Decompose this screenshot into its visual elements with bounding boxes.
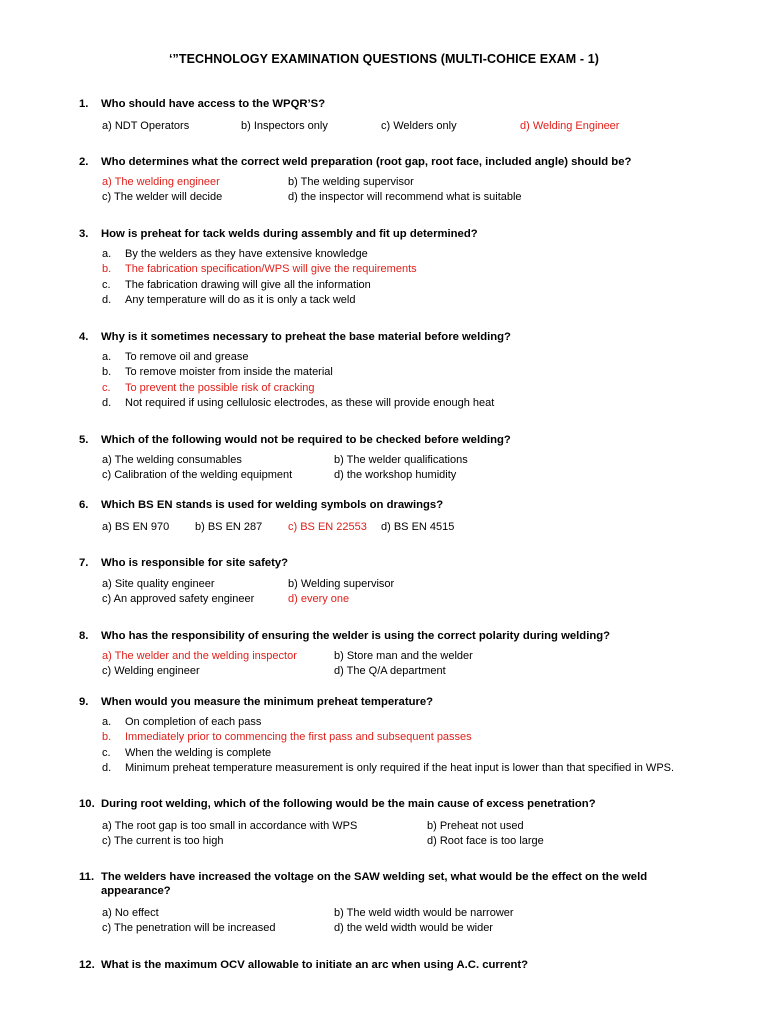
options — [102, 520, 679, 535]
option-letter: c. — [102, 746, 111, 759]
option-letter: b. — [102, 263, 112, 276]
question-number: 11. — [79, 871, 95, 883]
question-number: 8. — [79, 630, 89, 642]
question-number: 10. — [79, 798, 95, 810]
question-text: Who should have access to the WPQR’S? — [101, 98, 326, 110]
question-number: 9. — [79, 696, 89, 708]
option-b: b) The weld width would be narrower — [334, 907, 514, 919]
question-text: How is preheat for tack welds during assembly and fit up determined? — [101, 228, 478, 240]
page-title: ‘”TECHNOLOGY EXAMINATION QUESTIONS (MULTI-COHICE EXAM - 1) — [168, 52, 600, 66]
question-header — [79, 629, 679, 643]
options — [102, 350, 679, 411]
option-text: To remove oil and grease — [125, 351, 249, 363]
option-text: The fabrication drawing will give all the information — [125, 278, 371, 291]
option-b: b) The welder qualifications — [334, 454, 468, 466]
option-b: b) Preheat not used — [427, 820, 524, 832]
option-c-answer: c) BS EN 22553 — [288, 521, 367, 533]
options — [102, 577, 679, 607]
option-a: a) Site quality engineer — [102, 578, 215, 590]
option-a — [102, 350, 679, 365]
question-2 — [79, 155, 679, 205]
question-number: 4. — [79, 331, 89, 343]
option-letter: d. — [102, 761, 112, 774]
question-text: What is the maximum OCV allowable to initiate an arc when using A.C. current? — [101, 959, 529, 971]
option-a: a) The root gap is too small in accordance with WPS — [102, 820, 358, 832]
option-d: d) the workshop humidity — [334, 469, 457, 481]
options — [102, 819, 679, 849]
question-text: Who determines what the correct weld preparation (root gap, root face, included angle) should be? — [101, 156, 632, 168]
options — [102, 175, 679, 205]
question-header — [79, 433, 679, 447]
question-number: 3. — [79, 228, 89, 240]
option-text: When the welding is complete — [125, 746, 272, 759]
option-text: Minimum preheat temperature measurement is only required if the heat input is lower than that specified in WPS. — [125, 761, 675, 774]
option-d: d) BS EN 4515 — [381, 521, 455, 533]
question-number: 5. — [79, 434, 89, 446]
option-a-answer: a) The welder and the welding inspector — [102, 650, 297, 662]
options — [102, 906, 679, 936]
option-d: d) The Q/A department — [334, 665, 446, 677]
question-5 — [79, 433, 679, 483]
option-letter: a. — [102, 248, 112, 260]
option-a: a) No effect — [102, 907, 159, 919]
option-d: d) Root face is too large — [427, 835, 544, 847]
option-c — [102, 278, 679, 293]
option-c — [102, 746, 679, 761]
options — [102, 453, 679, 483]
question-text: Who is responsible for site safety? — [101, 557, 289, 569]
question-number: 2. — [79, 156, 89, 168]
option-b: b) BS EN 287 — [195, 521, 263, 533]
option-b — [102, 365, 679, 380]
option-d — [102, 761, 679, 776]
option-b-answer — [102, 730, 679, 745]
option-text: To prevent the possible risk of cracking — [125, 381, 315, 394]
question-text: The welders have increased the voltage on the SAW welding set, what would be the effect on the weld appearance? — [101, 871, 648, 897]
option-d-answer: d) Welding Engineer — [520, 120, 620, 132]
option-letter: c. — [102, 278, 111, 291]
option-letter: b. — [102, 366, 112, 379]
option-b: b) The welding supervisor — [288, 176, 414, 188]
question-header — [79, 695, 679, 709]
option-d — [102, 396, 679, 411]
option-d — [102, 293, 679, 308]
option-text: Immediately prior to commencing the first pass and subsequent passes — [125, 731, 472, 744]
option-d-answer: d) every one — [288, 593, 350, 605]
option-d: d) the weld width would be wider — [334, 922, 493, 934]
question-3 — [79, 227, 679, 308]
option-text: Any temperature will do as it is only a tack weld — [125, 293, 356, 306]
question-header — [79, 556, 679, 570]
question-number: 12. — [79, 959, 95, 971]
question-4 — [79, 330, 679, 411]
option-letter: d. — [102, 396, 112, 409]
question-text: During root welding, which of the following would be the main cause of excess penetration? — [101, 798, 596, 810]
question-header — [79, 958, 679, 972]
question-text: Who has the responsibility of ensuring the welder is using the correct polarity during welding? — [101, 630, 611, 642]
question-number: 1. — [79, 98, 89, 110]
question-8 — [79, 629, 679, 679]
option-text: On completion of each pass — [125, 716, 262, 728]
option-b: b) Welding supervisor — [288, 578, 395, 590]
question-12 — [79, 958, 679, 972]
question-number: 7. — [79, 557, 89, 569]
option-text: To remove moister from inside the material — [125, 366, 333, 379]
option-b-answer — [102, 262, 679, 277]
option-c: c) An approved safety engineer — [102, 593, 255, 605]
option-text: Not required if using cellulosic electrodes, as these will provide enough heat — [125, 396, 495, 409]
option-a-answer: a) The welding engineer — [102, 176, 220, 188]
option-letter: b. — [102, 731, 112, 744]
option-c: c) The welder will decide — [102, 191, 223, 203]
option-letter: a. — [102, 351, 112, 363]
option-a: a) NDT Operators — [102, 120, 190, 132]
option-a — [102, 715, 679, 730]
option-c: c) Calibration of the welding equipment — [102, 469, 293, 481]
option-c-answer — [102, 381, 679, 396]
question-6 — [79, 498, 679, 535]
question-10 — [79, 797, 679, 849]
option-letter: d. — [102, 293, 112, 306]
question-number: 6. — [79, 499, 89, 511]
option-text: The fabrication specification/WPS will give the requirements — [125, 263, 417, 276]
option-c: c) Welding engineer — [102, 665, 200, 677]
question-header — [79, 97, 679, 111]
option-a: a) BS EN 970 — [102, 521, 170, 533]
question-text: When would you measure the minimum preheat temperature? — [101, 696, 434, 708]
option-c: c) Welders only — [381, 120, 457, 132]
option-d: d) the inspector will recommend what is suitable — [288, 191, 522, 203]
option-c: c) The current is too high — [102, 835, 224, 847]
option-text: By the welders as they have extensive knowledge — [125, 248, 368, 260]
option-c: c) The penetration will be increased — [102, 922, 276, 934]
question-text: Which BS EN stands is used for welding symbols on drawings? — [101, 499, 444, 511]
question-header — [79, 227, 679, 241]
question-text: Which of the following would not be required to be checked before welding? — [101, 434, 511, 446]
option-b: b) Inspectors only — [241, 120, 328, 132]
question-header — [79, 870, 679, 898]
question-1 — [79, 97, 679, 134]
question-header — [79, 797, 679, 811]
question-header — [79, 330, 679, 344]
option-letter: c. — [102, 381, 111, 394]
options — [102, 247, 679, 308]
question-text: Why is it sometimes necessary to preheat the base material before welding? — [101, 331, 511, 343]
question-9 — [79, 695, 679, 776]
option-letter: a. — [102, 716, 112, 728]
option-b: b) Store man and the welder — [334, 650, 473, 662]
options — [102, 119, 679, 134]
question-7 — [79, 556, 679, 607]
question-header — [79, 498, 679, 512]
options — [102, 715, 679, 776]
option-a — [102, 247, 679, 262]
options — [102, 649, 679, 679]
option-a: a) The welding consumables — [102, 454, 242, 466]
question-11 — [79, 870, 679, 936]
question-header — [79, 155, 679, 169]
